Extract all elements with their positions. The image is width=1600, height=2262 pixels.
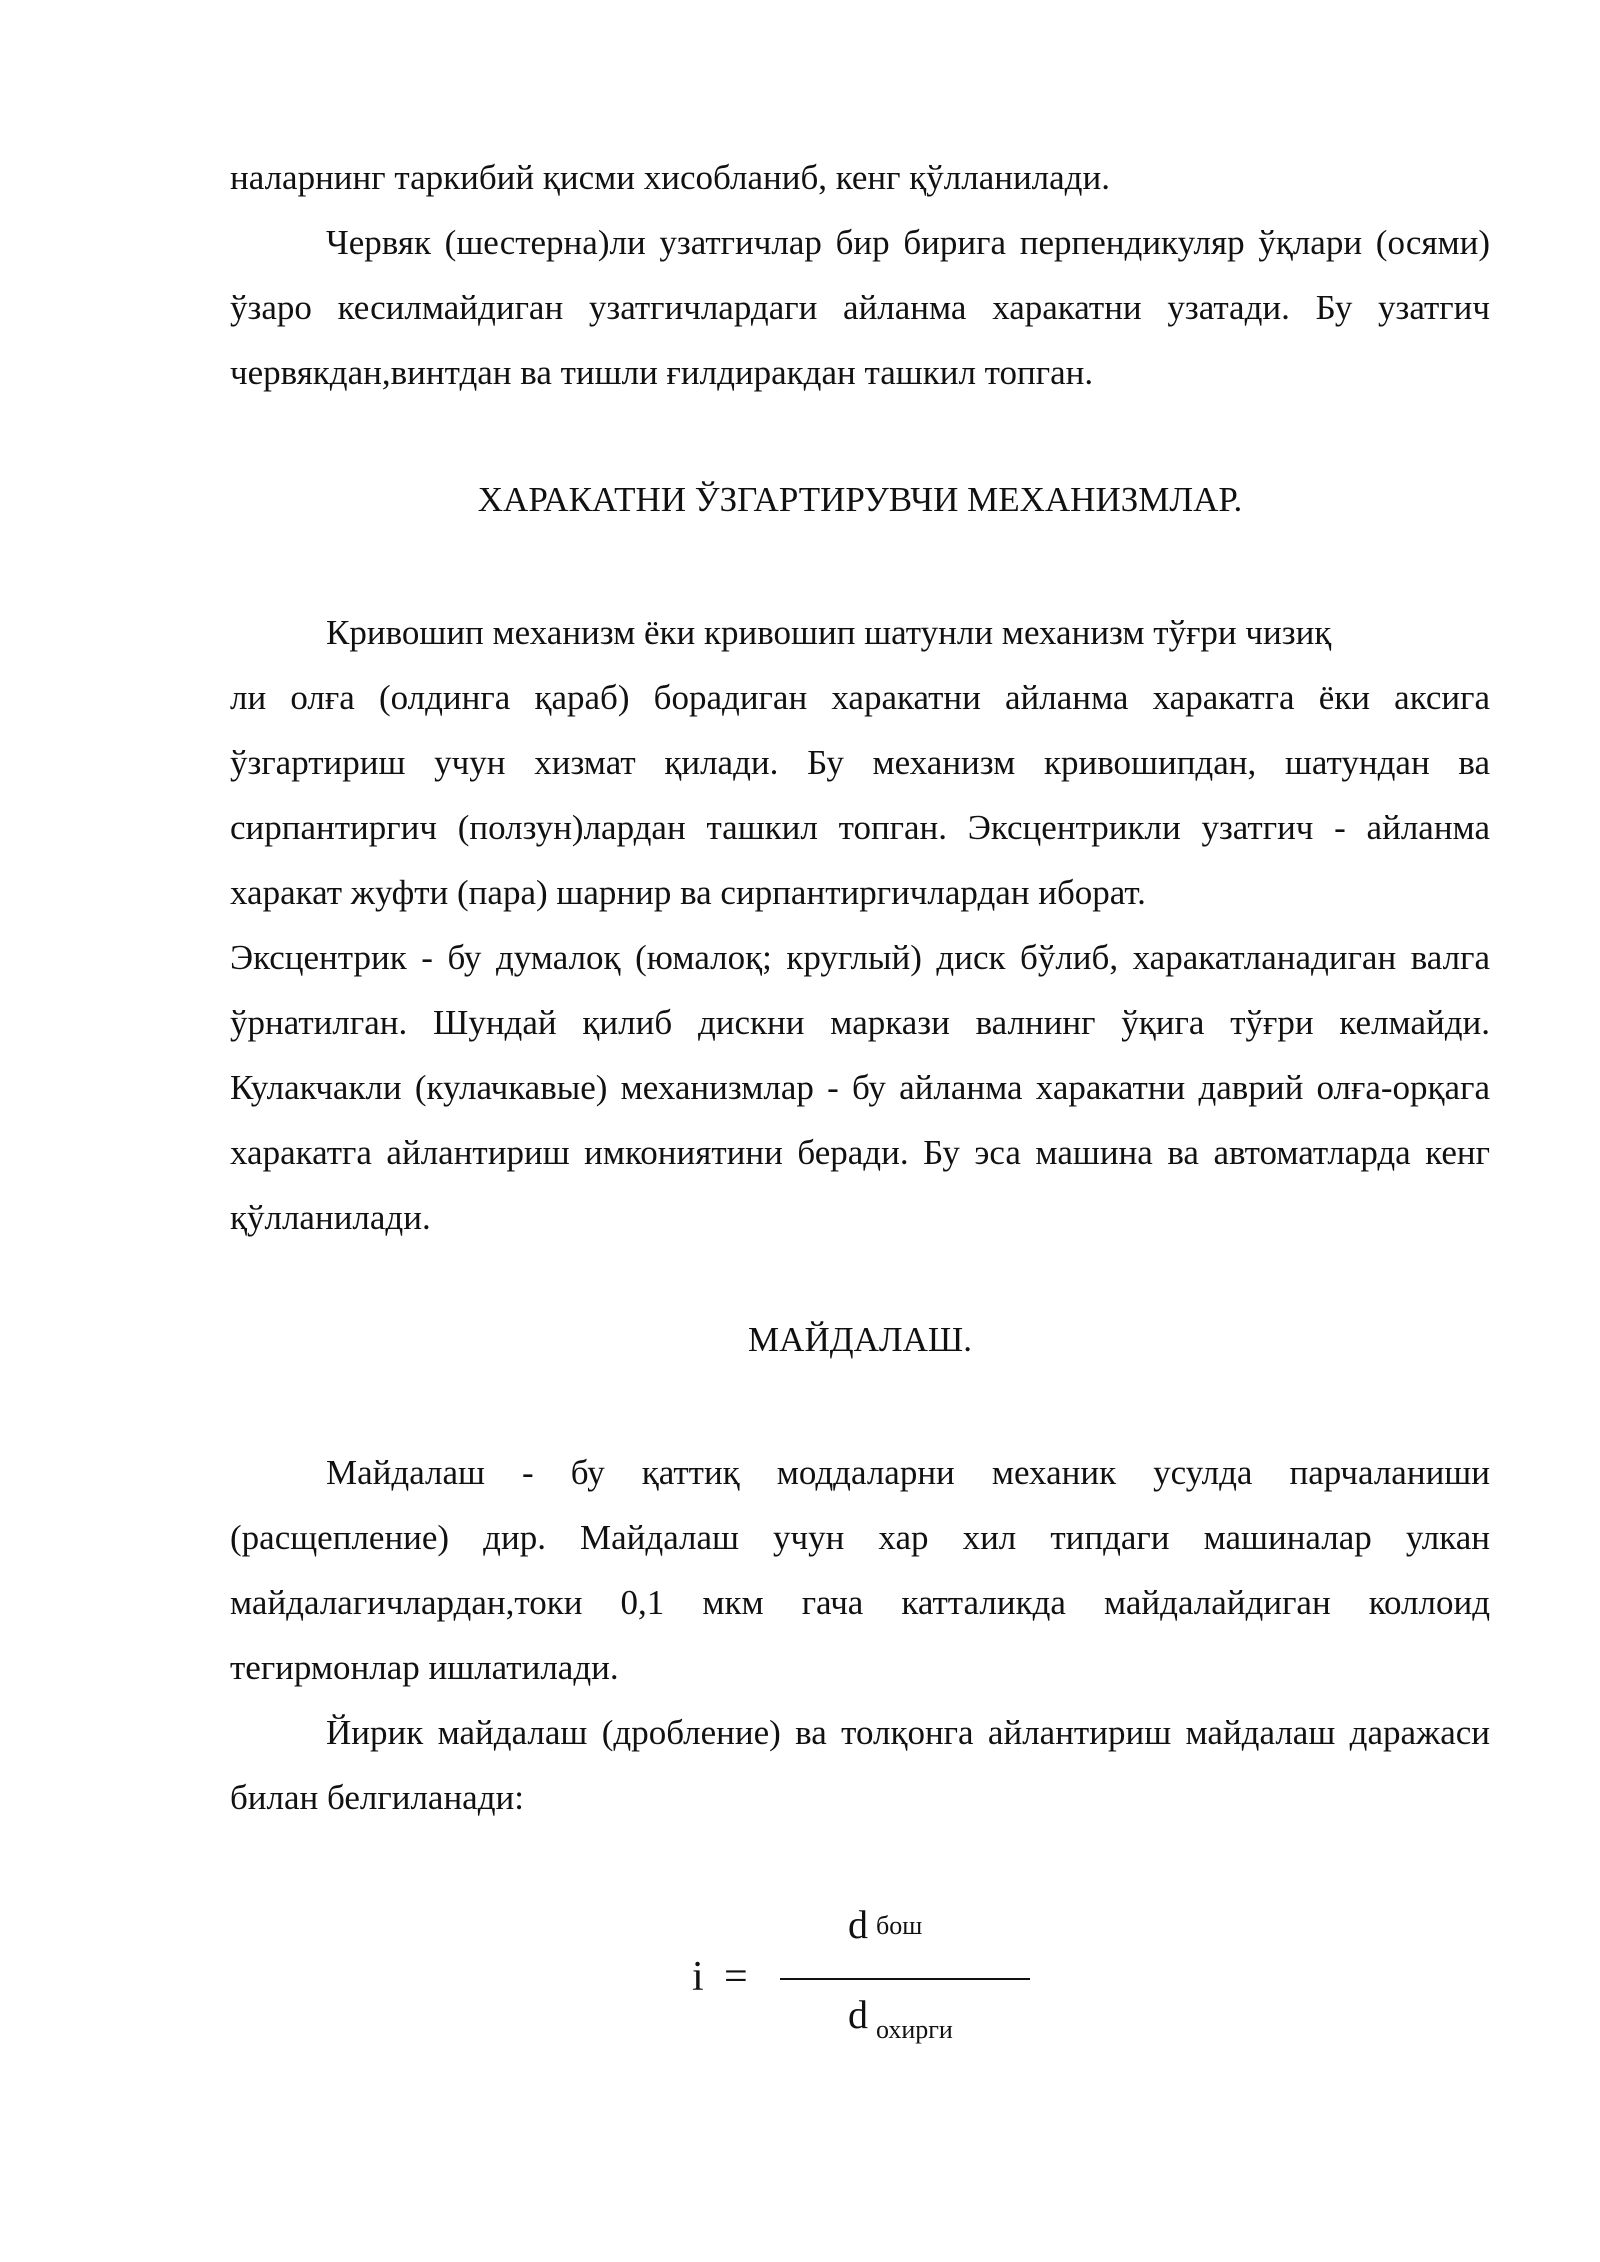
- paragraph-crank-line1: Кривошип механизм ёки кривошип шатунли механизм тўғри чизиқ: [326, 613, 1332, 652]
- grinding-ratio-formula: [680, 1900, 1040, 2080]
- text-block-1: [230, 145, 1490, 405]
- section-heading-mechanisms: ХАРАКАТНИ ЎЗГАРТИРУВЧИ МЕХАНИЗМЛАР.: [477, 480, 1243, 519]
- formula-numerator-subscript: бош: [876, 1911, 923, 1940]
- formula-numerator-symbol: d: [848, 1902, 868, 1947]
- paragraph-crank: ли олға (олдинга қараб) борадиган харакатни айланма харакатга ёки аксига ўзгартириш учун хизмат қилади. Бу механизм кривошипдан, шатундан ва сирпантиргич (ползун)лардан ташкил топган. Эксцентрикли узатгич - айланма харакат жуфти (пара) шарнир ва сирпантиргичлардан иборат.: [230, 678, 1490, 912]
- formula-denominator: [848, 1990, 953, 2045]
- formula-denominator-subscript: охирги: [876, 2015, 953, 2044]
- text-block-2: [230, 600, 1490, 1250]
- paragraph-grinding-definition: Майдалаш - бу қаттиқ моддаларни механик усулда парчаланиши (расщепление) дир. Майдалаш учун хар хил типдаги машиналар улкан майдалагичлардан,токи 0,1 мкм гача катталикда майдалайдиган коллоид тегирмонлар ишлатилади.: [230, 1453, 1490, 1687]
- paragraph-worm-gear: Червяк (шестерна)ли узатгичлар бир бирига перпендикуляр ўқлари (осями) ўзаро кесилмайдиган узатгичлардаги айланма харакатни узатади. Бу узатгич червякдан,винтдан ва тишли ғилдиракдан ташкил топган.: [230, 223, 1490, 392]
- formula-denominator-symbol: d: [848, 1992, 868, 2037]
- text-block-3: [230, 1440, 1490, 1830]
- formula-equals: =: [724, 1954, 748, 2000]
- section-heading-grinding: МАЙДАЛАШ.: [748, 1320, 972, 1359]
- paragraph-grinding-degree: Йирик майдалаш (дробление) ва толқонга айлантириш майдалаш даражаси билан белгиланади:: [230, 1713, 1490, 1817]
- fraction-bar: [780, 1978, 1030, 1980]
- formula-variable: i: [692, 1954, 704, 2000]
- formula-numerator: [848, 1900, 922, 1955]
- paragraph-eccentric: Эксцентрик - бу думалоқ (юмалоқ; круглый) диск бўлиб, харакатланадиган валга ўрнатилган. Шундай қилиб дискни маркази валнинг ўқига тўғри келмайди. Кулакчакли (кулачкавые) механизмлар - бу айланма харакатни даврий олға-орқага харакатга айлантириш имкониятини беради. Бу эса машина ва автоматларда кенг қўлланилади.: [230, 938, 1490, 1237]
- paragraph-continuation: наларнинг таркибий қисми хисобланиб, кенг қўлланилади.: [230, 158, 1110, 197]
